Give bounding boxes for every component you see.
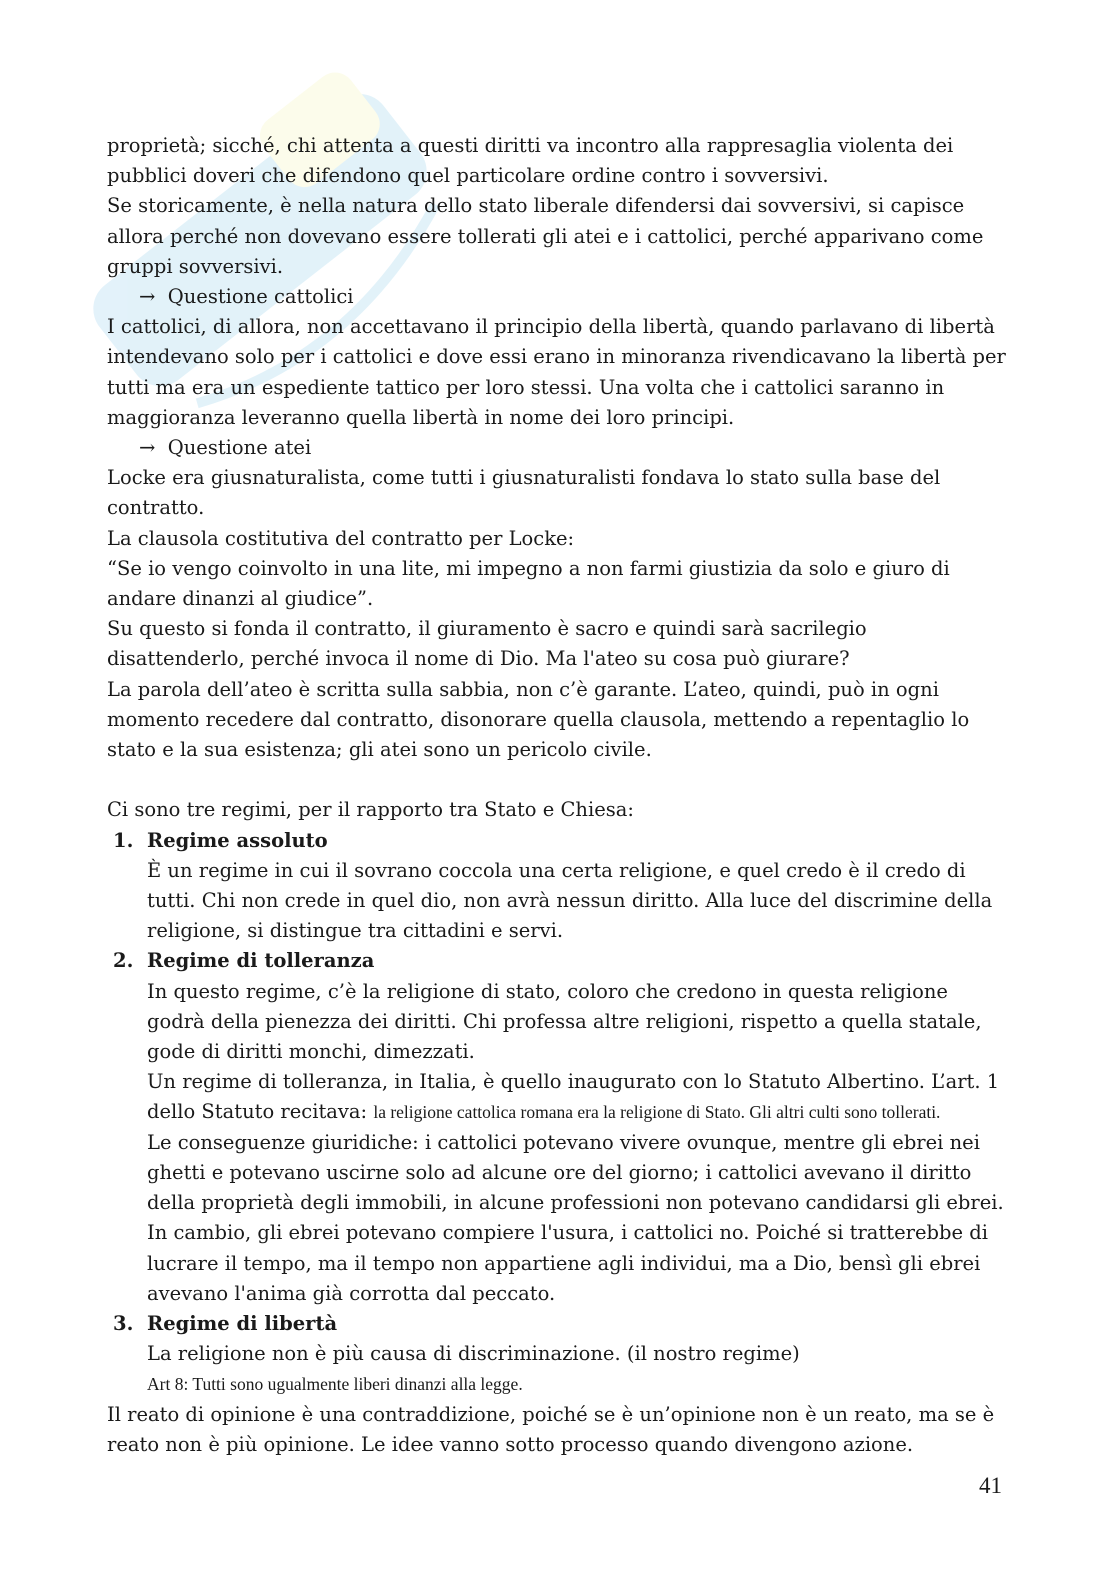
- regime-number: 2.: [113, 949, 134, 973]
- paragraph-proprieta: proprietà; sicché, chi attenta a questi diritti va incontro alla rappresaglia violenta dei pubblici doveri che difendono quel particolare ordine contro i sovversivi.: [107, 134, 954, 188]
- regime-usura: In cambio, gli ebrei potevano compiere l'usura, i cattolici no. Poiché si tratterebbe di lucrare il tempo, ma il tempo non appartiene agli individui, ma a Dio, bensì gli ebrei avevano l'anima già corrotta dal peccato.: [147, 1221, 988, 1305]
- regime-title: Regime di tolleranza: [147, 949, 375, 973]
- paragraph-clausola: La clausola costitutiva del contratto per Locke:: [107, 526, 575, 550]
- regime-text: La religione non è più causa di discriminazione. (il nostro regime): [147, 1342, 800, 1366]
- paragraph-giuramento: Su questo si fonda il contratto, il giuramento è sacro e quindi sarà sacrilegio disattenderlo, perché invoca il nome di Dio. Ma l'ateo su cosa può giurare?: [107, 617, 867, 671]
- regime-item: [107, 826, 1007, 947]
- heading-text: Questione atei: [167, 436, 312, 460]
- regime-title: Regime di libertà: [147, 1311, 338, 1335]
- regime-text: È un regime in cui il sovrano coccola una certa religione, e quel credo è il credo di tutti. Chi non crede in quel dio, non avrà nessun diritto. Alla luce del discrimine della religione, si distingue tra cittadini e servi.: [147, 858, 993, 943]
- regime-number: 3.: [113, 1311, 134, 1335]
- heading-questione-cattolici: [107, 282, 1007, 312]
- page-number: 41: [979, 1473, 1002, 1498]
- paragraph-closing: Il reato di opinione è una contraddizione, poiché se è un’opinione non è un reato, ma se è reato non è più opinione. Le idee vanno sotto processo quando divengono azione.: [107, 1402, 995, 1456]
- regime-item: [107, 946, 1007, 1308]
- heading-questione-atei: [107, 433, 1007, 463]
- arrow-icon: →: [139, 285, 156, 309]
- paragraph-locke: Locke era giusnaturalista, come tutti i giusnaturalisti fondava lo stato sulla base del contratto.: [107, 466, 941, 520]
- heading-text: Questione cattolici: [167, 285, 354, 309]
- regimes-list: [107, 826, 1007, 1400]
- regime-item: [107, 1309, 1007, 1400]
- art-intro: Un regime di tolleranza, in Italia, è quello inaugurato con lo Statuto Albertino. L’art. 1 dello Statuto recitava:: [147, 1070, 1000, 1124]
- paragraph-sovversivi: Se storicamente, è nella natura dello stato liberale difendersi dai sovversivi, si capisce allora perché non dovevano essere tollerati gli atei e i cattolici, perché apparivano come gruppi sovversivi.: [107, 194, 984, 278]
- regime-consequences: Le conseguenze giuridiche: i cattolici potevano vivere ovunque, mentre gli ebrei nei ghetti e potevano uscirne solo ad alcune ore del giorno; i cattolici avevano il diritto della proprietà degli immobili, in alcune professioni non potevano candidarsi gli ebrei.: [147, 1130, 1004, 1215]
- regime-title: Regime assoluto: [147, 828, 328, 852]
- regime-heading: [107, 946, 1007, 976]
- spacer: [107, 765, 1007, 795]
- document-page: [107, 131, 1007, 1460]
- regime-heading: [107, 826, 1007, 856]
- paragraph-regimi-intro: Ci sono tre regimi, per il rapporto tra Stato e Chiesa:: [107, 798, 634, 822]
- regime-body: [107, 856, 1007, 947]
- regime-body: [107, 1339, 1007, 1399]
- regime-text: In questo regime, c’è la religione di stato, coloro che credono in questa religione godrà della pienezza dei diritti. Chi professa altre religioni, rispetto a quella statale, gode di diritti monchi, dimezzati.: [147, 979, 982, 1064]
- paragraph-ateo: La parola dell’ateo è scritta sulla sabbia, non c’è garante. L’ateo, quindi, può in ogni momento recedere dal contratto, disonorare quella clausola, mettendo a repentaglio lo stato e la sua esistenza; gli atei sono un pericolo civile.: [107, 677, 970, 762]
- regime-number: 1.: [113, 828, 134, 852]
- regime-heading: [107, 1309, 1007, 1339]
- regime-art: Art 8: Tutti sono ugualmente liberi dinanzi alla legge.: [147, 1374, 523, 1395]
- paragraph-cattolici: I cattolici, di allora, non accettavano il principio della libertà, quando parlavano di libertà intendevano solo per i cattolici e dove essi erano in minoranza rivendicavano la libertà per tutti ma era un espediente tattico per loro stessi. Una volta che i cattolici saranno in maggioranza leveranno quella libertà in nome dei loro principi.: [107, 315, 1006, 429]
- paragraph-quote: “Se io vengo coinvolto in una lite, mi impegno a non farmi giustizia da solo e giuro di andare dinanzi al giudice”.: [107, 556, 950, 611]
- arrow-icon: →: [139, 436, 156, 460]
- regime-art-paragraph: [147, 1067, 1007, 1127]
- art-quote: la religione cattolica romana era la religione di Stato. Gli altri culti sono tollerati.: [373, 1102, 941, 1123]
- regime-body: [107, 977, 1007, 1309]
